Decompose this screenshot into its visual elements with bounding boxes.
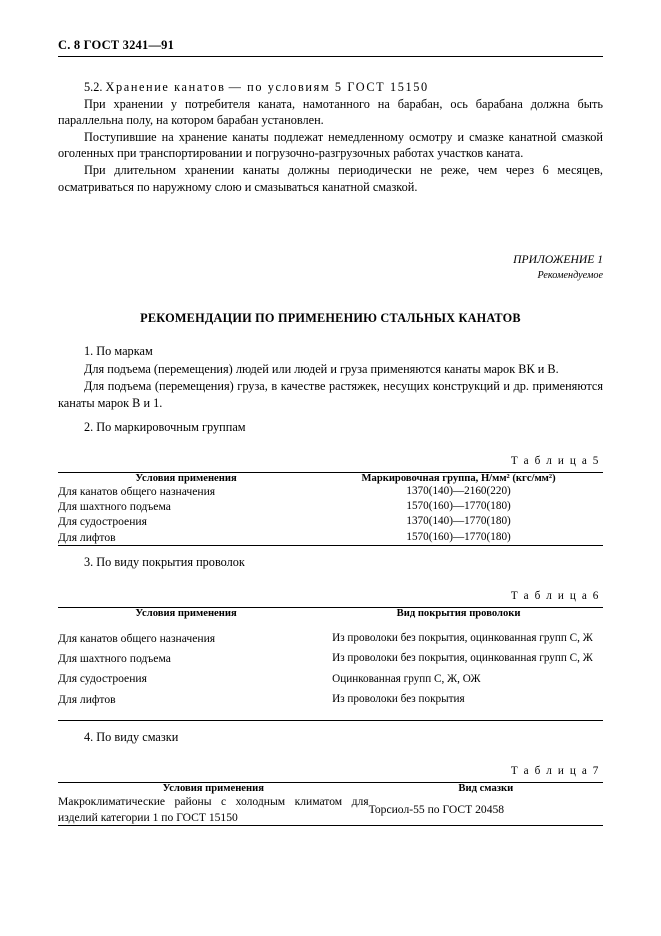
- table-5-col-2: Маркировочная группа, Н/мм² (кгс/мм²): [361, 472, 556, 484]
- table-6-header-row: [58, 607, 603, 619]
- appendix-status: Рекомендуемое: [537, 270, 603, 282]
- table-row: [58, 687, 603, 721]
- table-row: [58, 619, 603, 646]
- table-7-cell: Макроклиматические районы с холодным климатом для изделий категории 1 по ГОСТ 15150: [58, 795, 369, 824]
- table-7-col-1: Условия применения: [162, 783, 264, 794]
- table-5-cell: Для лифтов: [58, 530, 116, 544]
- item-2-heading: 2. По маркировочным группам: [84, 419, 246, 434]
- table-6-caption: Т а б л и ц а 6: [510, 589, 600, 602]
- table-row: [58, 484, 603, 499]
- clause-number: 5.2.: [84, 80, 103, 94]
- clause-title: Хранение канатов: [105, 80, 226, 94]
- table-5-header-row: [58, 472, 603, 484]
- table-6: [58, 607, 603, 721]
- page-header: С. 8 ГОСТ 3241—91: [58, 38, 175, 52]
- table-row: [58, 646, 603, 666]
- item-1-heading: 1. По маркам: [84, 344, 153, 359]
- table-6-cell: Оцинкованная групп С, Ж, ОЖ: [332, 672, 481, 685]
- table-5: [58, 472, 603, 546]
- table-5-cell: Для канатов общего назначения: [58, 484, 216, 498]
- table-6-col-2: Вид покрытия проволоки: [396, 607, 521, 619]
- clause-heading: [58, 79, 603, 95]
- table-7-col-2: Вид смазки: [458, 783, 514, 794]
- table-5-caption: Т а б л и ц а 5: [510, 454, 600, 467]
- appendix-block: [58, 251, 603, 284]
- clause-rest: — по условиям 5 ГОСТ 15150: [228, 80, 429, 94]
- table-row: [58, 794, 603, 826]
- table-6-cell: Для лифтов: [58, 692, 116, 706]
- table-5-cell: 1370(140)—1770(180): [406, 515, 511, 528]
- table-7-caption: Т а б л и ц а 7: [510, 765, 600, 777]
- table-7-cell: Торсиол-55 по ГОСТ 20458: [368, 802, 505, 816]
- appendix-label: ПРИЛОЖЕНИЕ 1: [513, 252, 603, 266]
- clause-paragraph-1: При хранении у потребителя каната, намотанного на барабан, ось барабана должна быть параллельна полу, на котором барабан установлен.: [58, 97, 603, 128]
- header-divider: [58, 56, 603, 57]
- table-6-col-1: Условия применения: [135, 607, 237, 619]
- table-6-cell: Из проволоки без покрытия, оцинкованная групп С, Ж: [332, 632, 593, 645]
- item-4-heading: 4. По виду смазки: [84, 730, 179, 744]
- appendix-title: РЕКОМЕНДАЦИИ ПО ПРИМЕНЕНИЮ СТАЛЬНЫХ КАНАТОВ: [140, 311, 521, 326]
- item-3-heading: 3. По виду покрытия проволок: [84, 554, 245, 569]
- table-5-cell: 1370(140)—2160(220): [406, 484, 511, 497]
- clause-paragraph-2: Поступившие на хранение канаты подлежат немедленному осмотру и смазке канатной смазкой оголенных при транспортировании и погрузочно-разгрузочных работах участков каната.: [58, 130, 603, 161]
- table-row: [58, 530, 603, 546]
- table-row: [58, 499, 603, 514]
- table-row: [58, 666, 603, 686]
- table-5-cell: Для судостроения: [58, 515, 147, 529]
- table-6-cell: Для судостроения: [58, 672, 147, 686]
- table-7-header-row: [58, 783, 603, 795]
- table-5-col-1: Условия применения: [135, 472, 237, 484]
- page-content: [58, 38, 603, 826]
- item-1-paragraph-2: Для подъема (перемещения) груза, в качестве растяжек, несущих конструкций и др. применяются канаты марок В и 1.: [58, 379, 603, 410]
- table-5-cell: 1570(160)—1770(180): [406, 500, 511, 513]
- table-5-cell: Для шахтного подъема: [58, 499, 171, 513]
- table-5-cell: 1570(160)—1770(180): [406, 530, 511, 543]
- table-row: [58, 514, 603, 529]
- table-6-cell: Из проволоки без покрытия, оцинкованная групп С, Ж: [332, 652, 593, 665]
- table-7: [58, 782, 603, 826]
- item-1-paragraph-1: Для подъема (перемещения) людей или людей и груза применяются канаты марок ВК и В.: [84, 362, 559, 377]
- clause-paragraph-3: При длительном хранении канаты должны периодически не реже, чем через 6 месяцев, осматриваться по наружному слою и смазываться канатной смазкой.: [58, 163, 603, 194]
- table-6-cell: Для шахтного подъема: [58, 652, 171, 666]
- table-6-cell: Из проволоки без покрытия: [332, 692, 465, 705]
- table-6-cell: Для канатов общего назначения: [58, 631, 216, 645]
